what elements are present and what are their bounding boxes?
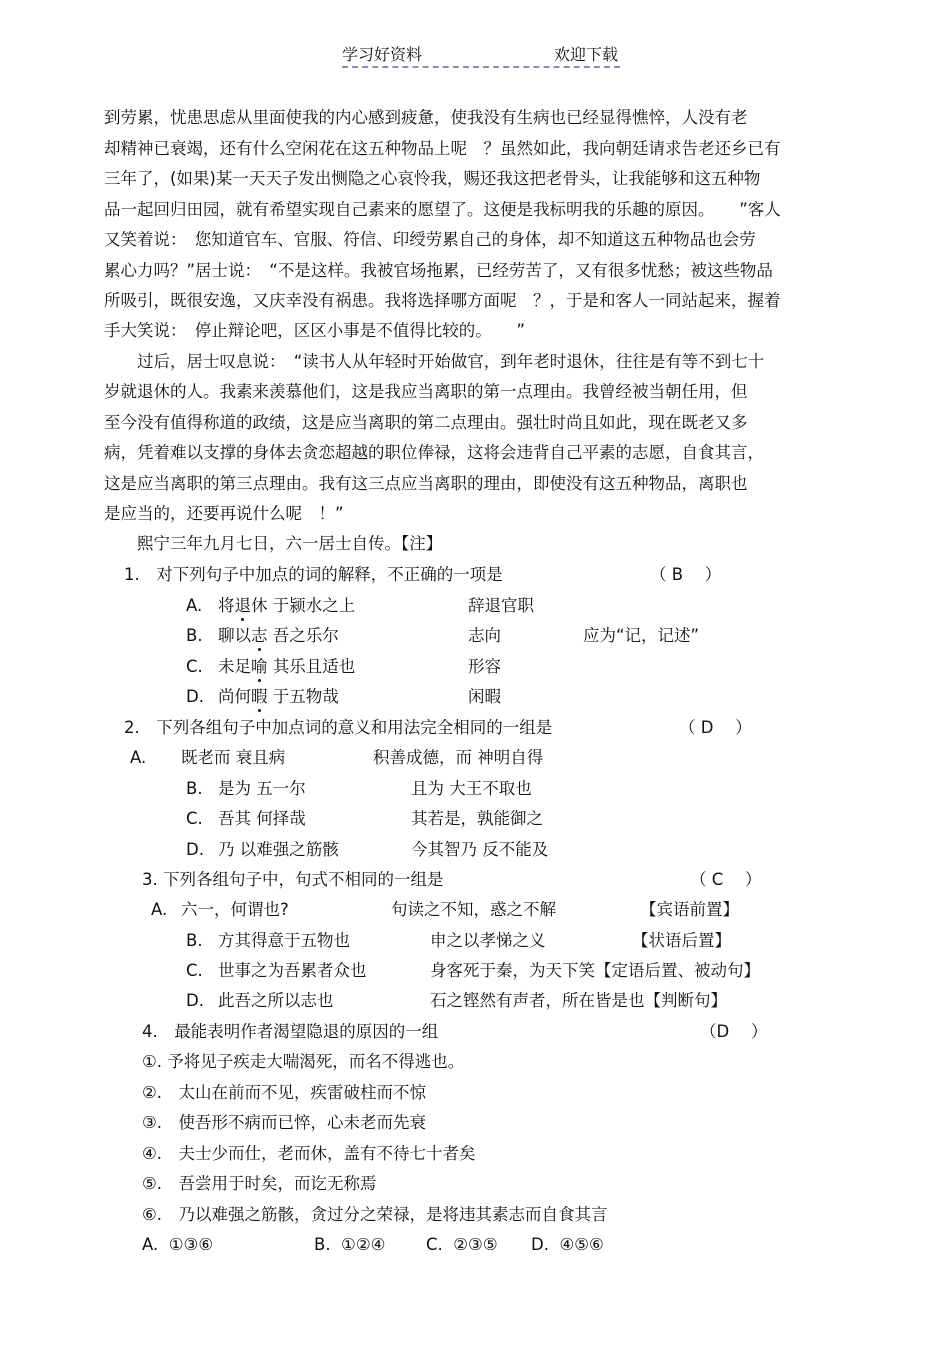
q1-answer: （ B ） bbox=[650, 565, 722, 584]
q2-option-a: 吾其 何择哉 bbox=[218, 809, 306, 828]
q2-option-label: C. bbox=[186, 809, 203, 828]
q2-option-label: D. bbox=[186, 840, 204, 859]
text-line: 却精神已衰竭，还有什么空闲花在这五种物品上呢 ？虽然如此，我向朝廷请求告老还乡已有 bbox=[104, 139, 781, 158]
q1-option-gloss: 辞退官职 bbox=[468, 596, 534, 615]
q3-option-a: 方其得意于五物也 bbox=[218, 931, 350, 950]
q1-option-gloss: 闲暇 bbox=[468, 687, 501, 706]
text-line: 岁就退休的人。我素来羡慕他们，这是我应当离职的第一点理由。我曾经被当朝任用，但 bbox=[104, 382, 748, 401]
text-line: 是应当的，还要再说什么呢 ！” bbox=[104, 504, 344, 523]
q3-option-a: 六一，何谓也? bbox=[181, 900, 289, 919]
q3-option-a: 世事之为吾累者众也 bbox=[218, 961, 367, 980]
q1-option-gloss: 形容 bbox=[468, 657, 501, 676]
q3-option-b: 句读之不知，惑之不解 bbox=[391, 900, 556, 919]
text-line: 所吸引，既很安逸，又庆幸没有祸患。我将选择哪方面呢 ？，于是和客人一同站起来，握着 bbox=[104, 291, 781, 310]
page-header bbox=[342, 40, 620, 68]
q4-item: ③. 使吾形不病而已悴，心未老而先衰 bbox=[142, 1113, 427, 1132]
q1-option-label: D. bbox=[186, 687, 204, 706]
q4-choice: A. ①③⑥ bbox=[142, 1235, 214, 1254]
q2-option-b: 今其智乃 反不能及 bbox=[411, 840, 549, 859]
q2-answer: （ D ） bbox=[679, 718, 752, 737]
q2-option-label: A. bbox=[130, 748, 147, 767]
dotted-char: 志 bbox=[251, 626, 268, 645]
header-left: 学习好资料 bbox=[342, 45, 423, 64]
text-line: 至今没有值得称道的政绩，这是应当离职的第二点理由。强壮时尚且如此，现在既老又多 bbox=[104, 413, 748, 432]
q4-item: ⑥. 乃以难强之筋骸，贪过分之荣禄，是将违其素志而自食其言 bbox=[142, 1205, 608, 1224]
q4-choice: C. ②③⑤ bbox=[426, 1235, 498, 1254]
q2-option-b: 其若是，孰能御之 bbox=[411, 809, 543, 828]
q3-option-label: B. bbox=[186, 931, 203, 950]
q3-option-type: 【宾语前置】 bbox=[640, 900, 739, 919]
q4-choice: B. ①②④ bbox=[314, 1235, 386, 1254]
text-line: 熙宁三年九月七日，六一居士自传。【注】 bbox=[104, 534, 443, 553]
q3-option-b: 身客死于秦，为天下笑【定语后置、被动句】 bbox=[430, 961, 760, 980]
q4-item: ④. 夫士少而仕，老而休，盖有不待七十者矣 bbox=[142, 1144, 476, 1163]
q1-option-sentence: 将退休 于颍水之上 bbox=[218, 596, 356, 615]
q1-option-label: C. bbox=[186, 657, 203, 676]
header-right: 欢迎下载 bbox=[553, 45, 618, 64]
text-line: 又笑着说： 您知道官车、官服、符信、印绶劳累自己的身体，却不知道这五种物品也会劳 bbox=[104, 230, 756, 249]
q1-option-sentence: 未足喻 其乐且适也 bbox=[218, 657, 356, 676]
text-line: 病，凭着难以支撑的身体去贪恋超越的职位俸禄，这将会违背自己平素的志愿，自食其言， bbox=[104, 443, 764, 462]
q2-option-b: 积善成德，而 神明自得 bbox=[373, 748, 544, 767]
q1-option-sentence: 尚何暇 于五物哉 bbox=[218, 687, 339, 706]
q3-answer: （ C ） bbox=[690, 870, 762, 889]
q3-option-label: A. bbox=[151, 900, 168, 919]
q4-item: ②. 太山在前而不见，疾雷破柱而不惊 bbox=[142, 1083, 427, 1102]
dotted-char: 喻 bbox=[251, 657, 268, 676]
q2-option-a: 既老而 衰且病 bbox=[181, 748, 286, 767]
text-line: 品一起回归田园，就有希望实现自己素来的愿望了。这便是我标明我的乐趣的原因。 ”客人 bbox=[104, 200, 781, 219]
q1-option-sentence: 聊以志 吾之乐尔 bbox=[218, 626, 339, 645]
q3-option-type: 【状语后置】 bbox=[632, 931, 731, 950]
q1-option-label: A. bbox=[186, 596, 203, 615]
q3-option-b: 石之铿然有声者，所在皆是也【判断句】 bbox=[430, 991, 727, 1010]
q3-stem: 3. 下列各组句子中，句式不相同的一组是 bbox=[142, 870, 444, 889]
q4-answer: （D ） bbox=[700, 1022, 768, 1041]
q3-option-label: D. bbox=[186, 991, 204, 1010]
text-line: 三年了，(如果)某一天天子发出恻隐之心哀怜我，赐还我这把老骨头，让我能够和这五种物 bbox=[104, 169, 761, 188]
text-line: 手大笑说： 停止辩论吧，区区小事是不值得比较的。 ” bbox=[104, 321, 526, 340]
q2-option-a: 是为 五一尔 bbox=[218, 779, 306, 798]
q3-option-label: C. bbox=[186, 961, 203, 980]
q1-option-gloss: 志向 bbox=[468, 626, 501, 645]
q1-option-label: B. bbox=[186, 626, 203, 645]
q2-option-label: B. bbox=[186, 779, 203, 798]
text-line: 累心力吗？”居士说： “不是这样。我被官场拖累，已经劳苦了，又有很多忧愁；被这些物品 bbox=[104, 261, 773, 280]
q3-option-a: 此吾之所以志也 bbox=[218, 991, 334, 1010]
q3-option-b: 申之以孝悌之义 bbox=[430, 931, 546, 950]
text-line: 到劳累，忧患思虑从里面使我的内心感到疲惫，使我没有生病也已经显得憔悴，人没有老 bbox=[104, 108, 748, 127]
q1-option-note: 应为“记，记述” bbox=[583, 626, 700, 645]
q4-item: ①. 予将见子疾走大喘渴死，而名不得逃也。 bbox=[142, 1052, 465, 1071]
dotted-char: 退 bbox=[234, 596, 251, 615]
q4-item: ⑤. 吾尝用于时矣，而讫无称焉 bbox=[142, 1174, 377, 1193]
dotted-char: 暇 bbox=[251, 687, 268, 706]
q2-stem: 2. 下列各组句子中加点词的意义和用法完全相同的一组是 bbox=[124, 718, 553, 737]
q4-stem: 4. 最能表明作者渴望隐退的原因的一组 bbox=[142, 1022, 439, 1041]
q1-stem: 1. 对下列句子中加点的词的解释，不正确的一项是 bbox=[124, 565, 503, 584]
text-line: 这是应当离职的第三点理由。我有这三点应当离职的理由，即使没有这五种物品，离职也 bbox=[104, 474, 748, 493]
q4-choice: D. ④⑤⑥ bbox=[531, 1235, 604, 1254]
q2-option-a: 乃 以难强之筋骸 bbox=[218, 840, 339, 859]
q2-option-b: 且为 大王不取也 bbox=[411, 779, 532, 798]
text-line: 过后，居士叹息说： “读书人从年轻时开始做官，到年老时退休，往往是有等不到七十 bbox=[104, 352, 765, 371]
